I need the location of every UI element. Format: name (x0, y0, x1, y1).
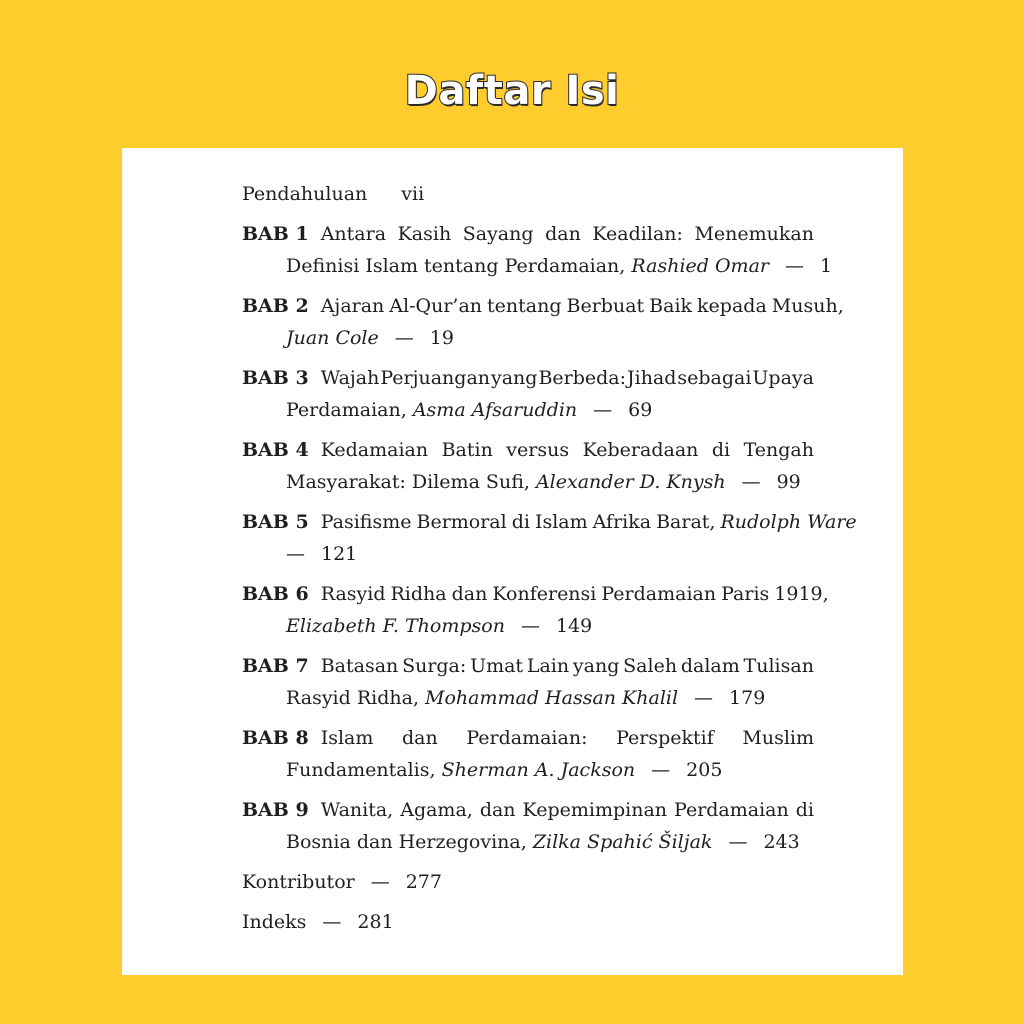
chapter-page: 1 (819, 255, 833, 277)
chapter-label: BAB 5 (242, 511, 309, 533)
chapter-page: 99 (776, 471, 801, 493)
chapter-page: 243 (763, 831, 800, 853)
toc-contributors-page: 277 (405, 871, 442, 893)
chapter-author-line (242, 322, 814, 354)
chapter-label: BAB 1 (242, 223, 309, 245)
chapter-author: Asma Afsaruddin (412, 399, 578, 421)
chapter-title-cont: Fundamentalis, (286, 759, 436, 781)
chapter-title-word: Keberadaan (582, 439, 699, 461)
chapter-page: 121 (321, 543, 358, 565)
toc-card (122, 148, 903, 975)
toc-intro-title: Pendahuluan (242, 183, 368, 205)
chapter-title-cont: Perdamaian, (286, 399, 407, 421)
chapter-author-line (242, 250, 833, 282)
chapter-label: BAB 6 (242, 583, 309, 605)
toc-chapter-5 (242, 506, 857, 570)
chapter-title-word: Saleh (623, 655, 678, 677)
chapter-title-word: Surga: (402, 655, 467, 677)
chapter-title-line (242, 578, 829, 610)
chapter-title-word: Bermoral (416, 511, 507, 533)
chapter-title-word (242, 578, 386, 610)
toc-chapter-9 (242, 794, 814, 858)
chapter-title-word (242, 722, 373, 754)
toc-intro-page: vii (401, 183, 425, 205)
chapter-label: BAB 3 (242, 367, 309, 389)
chapter-author-line (242, 466, 814, 498)
chapter-title-word: Berbeda: (538, 367, 627, 389)
toc-index-title: Indeks (242, 911, 307, 933)
chapter-title-line (242, 362, 814, 394)
chapter-author-line (242, 754, 814, 786)
chapter-title-word: dan (479, 799, 516, 821)
chapter-title-word: 1919, (774, 583, 829, 605)
chapter-title-word: Kepemimpinan (522, 799, 668, 821)
chapter-title-word: Konferensi (492, 583, 597, 605)
chapter-title-word: Afrika (592, 511, 652, 533)
chapter-title-line (242, 794, 814, 826)
chapter-title-word: dan (451, 583, 488, 605)
toc-chapter-2 (242, 290, 844, 354)
chapter-title-word: Baik (649, 295, 693, 317)
page-heading: Daftar Isi (404, 68, 620, 114)
chapter-title-word: Tengah (743, 439, 814, 461)
chapter-label: BAB 8 (242, 727, 309, 749)
chapter-title-line (242, 290, 844, 322)
chapter-title-word: dan (545, 223, 581, 245)
chapter-title-word (242, 794, 393, 826)
chapter-label: BAB 7 (242, 655, 309, 677)
chapter-title-line (242, 722, 814, 754)
chapter-label: BAB 2 (242, 295, 309, 317)
chapter-title-word: Perdamaian (601, 583, 717, 605)
chapter-author-line (242, 538, 814, 570)
chapter-title-word: Paris (721, 583, 770, 605)
chapter-title-line (242, 218, 814, 250)
chapter-page: 19 (429, 327, 454, 349)
chapter-title-word: Agama, (400, 799, 473, 821)
chapter-author: Mohammad Hassan Khalil (425, 687, 679, 709)
chapter-title-word: Perspektif (616, 727, 714, 749)
chapter-author-line (242, 610, 814, 642)
toc-chapter-4 (242, 434, 814, 498)
chapter-title-word: Muslim (742, 727, 814, 749)
chapter-title-word: Tulisan (743, 655, 814, 677)
chapter-author-line (242, 826, 814, 858)
chapter-title-cont: Rasyid Ridha, (286, 687, 419, 709)
chapter-title-word (242, 434, 428, 466)
chapter-page: 179 (729, 687, 766, 709)
chapter-author: Elizabeth F. Thompson (286, 615, 505, 637)
chapter-title-word: Ridha (390, 583, 447, 605)
chapter-page: 69 (628, 399, 653, 421)
chapter-title-word: Barat, (656, 511, 716, 533)
chapter-dash: — (394, 327, 414, 349)
chapter-title-word: Antara (320, 223, 387, 245)
chapter-title-word (242, 218, 386, 250)
chapter-author: Juan Cole (286, 327, 379, 349)
chapter-title-word (242, 506, 411, 538)
chapter-dash: — (520, 615, 540, 637)
chapter-title-word: di (511, 511, 530, 533)
chapter-author: Sherman A. Jackson (441, 759, 636, 781)
chapter-title-word: Perdamaian (674, 799, 789, 821)
toc-index-page: 281 (357, 911, 394, 933)
chapter-title-word: Jihad (627, 367, 677, 389)
toc-contributors-title: Kontributor (242, 871, 355, 893)
chapter-title-word: Batasan (320, 655, 399, 677)
chapter-title-word (242, 650, 398, 682)
chapter-title-word: versus (506, 439, 570, 461)
chapter-dash: — (741, 471, 761, 493)
chapter-title-word: Kasih (397, 223, 452, 245)
chapter-title-word: Sayang (462, 223, 534, 245)
chapter-title-word: dalam (680, 655, 740, 677)
chapter-author: Rashied Omar (631, 255, 769, 277)
chapter-title-word: Wajah (320, 367, 380, 389)
chapter-author-line (242, 394, 814, 426)
toc-intro (242, 178, 814, 210)
chapter-title-word: Kedamaian (320, 439, 429, 461)
chapter-title-line (242, 434, 814, 466)
toc-chapter-8 (242, 722, 814, 786)
chapter-dash: — (728, 831, 748, 853)
chapter-author: Alexander D. Knysh (535, 471, 726, 493)
chapter-title-word: dan (402, 727, 438, 749)
chapter-title-word: Ajaran (320, 295, 385, 317)
chapter-title-cont: Definisi Islam tentang Perdamaian, (286, 255, 626, 277)
chapter-author: Rudolph Ware (720, 511, 857, 533)
chapter-title-word: tentang (487, 295, 562, 317)
toc-chapter-3 (242, 362, 814, 426)
chapter-title-word: di (795, 799, 814, 821)
chapter-dash: — (286, 543, 305, 565)
chapter-title-word: Upaya (752, 367, 814, 389)
toc-index (242, 906, 814, 938)
chapter-title-word: Pasifisme (320, 511, 412, 533)
chapter-dash: — (784, 255, 804, 277)
chapter-author-line (242, 682, 814, 714)
chapter-title-word: Rasyid (320, 583, 386, 605)
chapter-title-line (242, 506, 857, 538)
chapter-title-word: yang (491, 367, 538, 389)
chapter-label: BAB 9 (242, 799, 309, 821)
toc-contributors (242, 866, 814, 898)
chapter-title-cont: Bosnia dan Herzegovina, (286, 831, 527, 853)
toc-chapter-1 (242, 218, 833, 282)
chapter-title-word (242, 290, 384, 322)
chapter-title-cont: Masyarakat: Dilema Sufi, (286, 471, 530, 493)
toc-chapter-7 (242, 650, 814, 714)
chapter-title-word: Wanita, (320, 799, 394, 821)
chapter-title-word: Perjuangan (380, 367, 491, 389)
chapter-title-word: yang (572, 655, 620, 677)
chapter-title-word: di (711, 439, 731, 461)
chapter-title-line (242, 650, 814, 682)
chapter-dash: — (651, 759, 671, 781)
chapter-title-word: kepada (697, 295, 767, 317)
toc-contributors-dash: — (370, 871, 390, 893)
chapter-title-word: Umat (470, 655, 524, 677)
chapter-title-word: Menemukan (694, 223, 814, 245)
toc-chapter-6 (242, 578, 829, 642)
chapter-title-word: Batin (441, 439, 493, 461)
chapter-title-word: Islam (320, 727, 374, 749)
table-of-contents (242, 178, 857, 946)
chapter-title-word: Berbuat (566, 295, 645, 317)
chapter-title-word: Islam (534, 511, 588, 533)
chapter-page: 205 (686, 759, 723, 781)
toc-index-dash: — (322, 911, 342, 933)
chapter-author: Zilka Spahić Šiljak (532, 831, 713, 853)
chapter-title-word: Musuh, (771, 295, 844, 317)
chapter-title-word: Perdamaian: (466, 727, 588, 749)
chapter-page: 149 (555, 615, 593, 637)
chapter-label: BAB 4 (242, 439, 309, 461)
chapter-dash: — (593, 399, 613, 421)
chapter-title-word (242, 362, 379, 394)
chapter-title-word: Al-Qur’an (389, 295, 483, 317)
chapter-dash: — (694, 687, 714, 709)
chapter-title-word: Lain (526, 655, 570, 677)
chapter-title-word: sebagai (677, 367, 752, 389)
chapter-title-word: Keadilan: (592, 223, 683, 245)
